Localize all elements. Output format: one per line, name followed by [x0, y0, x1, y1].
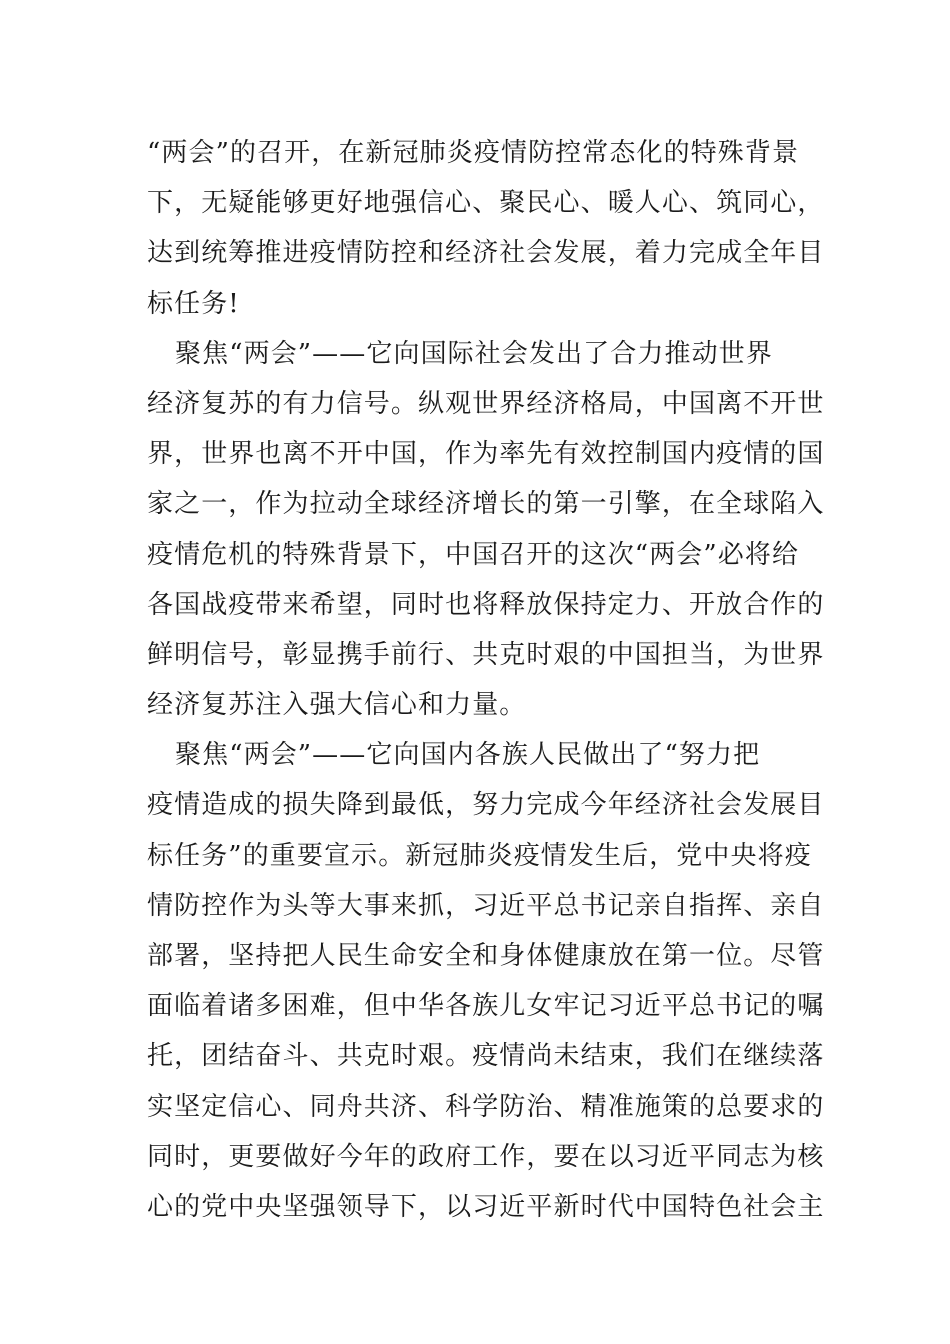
text-line: “两会”的召开，在新冠肺炎疫情防控常态化的特殊背景 [147, 138, 800, 168]
text-line: 达到统筹推进疫情防控和经济社会发展，着力完成全年目 [147, 238, 825, 269]
text-line: 家之一，作为拉动全球经济增长的第一引擎，在全球陷入 [147, 489, 825, 520]
text-line: 实坚定信心、同舟共济、科学防治、精准施策的总要求的 [147, 1091, 825, 1122]
paragraph-1 [147, 128, 825, 329]
text-line: 经济复苏注入强大信心和力量。 [147, 690, 527, 721]
body-text [147, 128, 825, 1232]
text-line: 下，无疑能够更好地强信心、聚民心、暖人心、筑同心， [147, 188, 825, 219]
text-line: 经济复苏的有力信号。纵观世界经济格局，中国离不开世 [147, 388, 825, 419]
text-line: 鲜明信号，彰显携手前行、共克时艰的中国担当，为世界 [147, 639, 825, 670]
text-line: 情防控作为头等大事来抓，习近平总书记亲自指挥、亲自 [147, 890, 825, 921]
text-line: 部署，坚持把人民生命安全和身体健康放在第一位。尽管 [147, 941, 825, 971]
text-line: 各国战疫带来希望，同时也将释放保持定力、开放合作的 [147, 589, 825, 620]
text-line: 疫情造成的损失降到最低，努力完成今年经济社会发展目 [147, 790, 825, 821]
text-line: 同时，更要做好今年的政府工作，要在以习近平同志为核 [147, 1141, 825, 1172]
text-line: 心的党中央坚强领导下，以习近平新时代中国特色社会主 [147, 1191, 825, 1222]
text-line: 托，团结奋斗、共克时艰。疫情尚未结束，我们在继续落 [147, 1041, 825, 1072]
text-line: 疫情危机的特殊背景下，中国召开的这次“两会”必将给 [147, 539, 800, 570]
text-line: 界，世界也离不开中国，作为率先有效控制国内疫情的国 [147, 439, 825, 470]
text-line: 标任务”的重要宣示。新冠肺炎疫情发生后，党中央将疫 [147, 840, 812, 871]
paragraph-3 [147, 730, 825, 1232]
text-line: 聚焦“两会”——它向国内各族人民做出了“努力把 [175, 740, 761, 771]
text-line: 标任务! [147, 288, 240, 319]
text-line: 聚焦“两会”——它向国际社会发出了合力推动世界 [175, 338, 773, 369]
paragraph-2 [147, 329, 825, 731]
text-line: 面临着诸多困难，但中华各族儿女牢记习近平总书记的嘱 [147, 991, 825, 1022]
